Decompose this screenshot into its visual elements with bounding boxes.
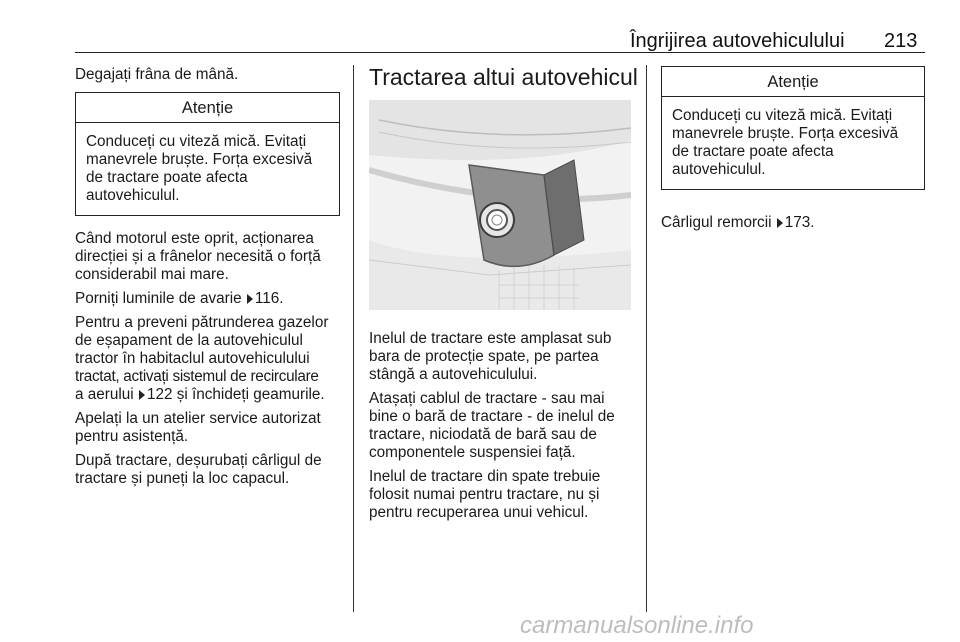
intro-text: Degajați frâna de mână. [75,66,239,83]
tow-eye-illustration [369,100,631,310]
paragraph-engine-off: Când motorul este oprit, acționarea direcției și a frânelor necesită o forță considerabil mai mare. [75,230,321,283]
page-number: 213 [884,30,918,52]
column-3 [661,66,925,238]
page-header-title: Îngrijirea autovehiculului [630,30,845,52]
warning-line: autovehiculul. [86,187,180,204]
warning-line: de tractare poate afecta [86,169,248,186]
warning-title: Atenție [76,93,339,123]
warning-line: de tractare poate afecta [672,143,834,160]
paragraph-rear-eye-usage: Inelul de tractare din spate trebuie folosit numai pentru tractare, nu și pentru recuperarea unui vehicul. [369,468,601,521]
warning-line: autovehiculul. [672,161,766,178]
paragraph-trailer-hitch: Cârligul remorcii 173. [661,214,815,231]
warning-body [76,123,339,215]
page-reference-icon [139,390,145,400]
column-divider-right [646,65,647,612]
warning-box [75,92,340,216]
column-2 [369,64,637,528]
page-reference-link[interactable]: 116. [254,290,284,307]
warning-body [662,97,924,189]
column-1 [75,66,340,494]
page-reference-link[interactable]: 173. [784,214,815,231]
warning-line: manevrele bruște. Forța excesivă [86,151,313,168]
paragraph-after-towing: După tractare, deșurubați cârligul de tractare și puneți la loc capacul. [75,452,322,487]
warning-line: manevrele bruște. Forța excesivă [672,125,899,142]
paragraph-exhaust: Pentru a preveni pătrunderea gazelor de eșapament de la autovehiculul tractor în habitaclul autovehiculului tractat, activați sistemul de recirculare a aerului 122 și închideți geamurile. [75,314,329,403]
paragraph-tow-eye-location: Inelul de tractare este amplasat sub bara de protecție spate, pe partea stângă a autovehiculului. [369,330,612,383]
column-divider-left [353,65,354,612]
warning-title: Atenție [662,67,924,97]
section-heading: Tractarea altui autovehicul [369,64,638,90]
warning-line: Conduceți cu viteză mică. Evitați [672,107,893,124]
warning-box [661,66,925,190]
paragraph-hazard-lights: Porniți luminile de avarie 116. [75,290,284,307]
paragraph-attach-cable: Atașați cablul de tractare - sau mai bine o bară de tractare - de inelul de tractare, niciodată de bară sau de componentele suspensiei față. [369,390,615,461]
paragraph-service: Apelați la un atelier service autorizat pentru asistență. [75,410,321,445]
page-reference-link[interactable]: 122 [146,386,173,403]
page-reference-icon [777,218,783,228]
page-reference-icon [247,294,253,304]
header-rule [75,52,925,53]
watermark: carmanualsonline.info [520,612,754,639]
warning-line: Conduceți cu viteză mică. Evitați [86,133,307,150]
